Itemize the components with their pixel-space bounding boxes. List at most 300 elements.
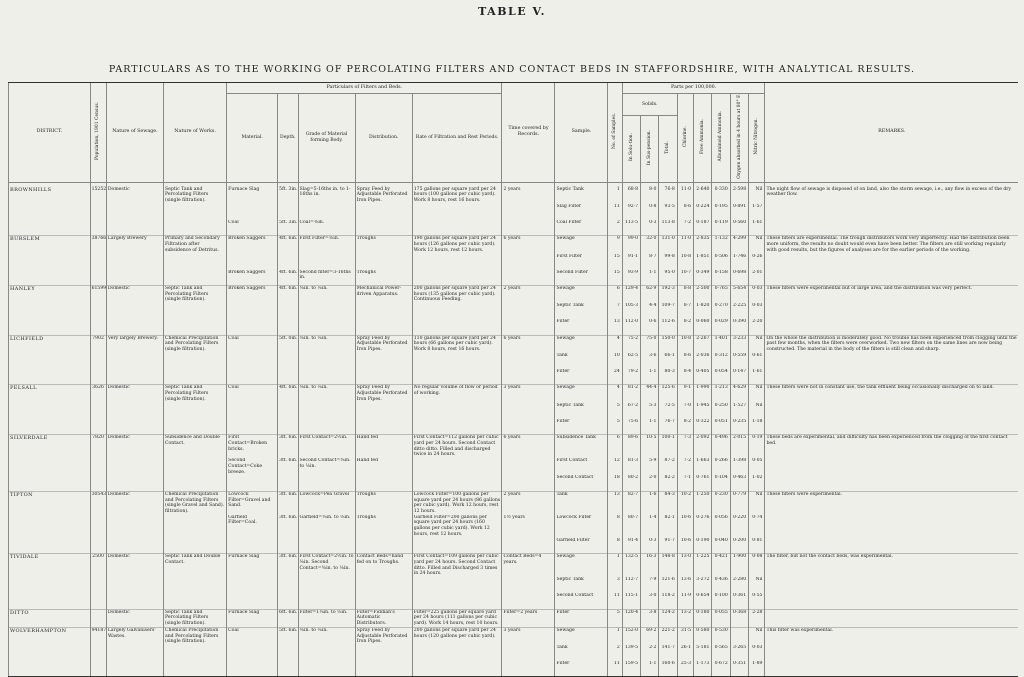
grade-cell: ⅜in. to ⅛in. xyxy=(298,385,355,403)
works-cell: Chemical Precipitation and Percolating Filters (single Gravel and Sand). filtration). xyxy=(163,491,226,514)
remarks-cell: These filters are experimental. The trough distributors work very imperfectly. Had the distribution been more uniform, the results no doubt would even have been better. The filters are still working regularly with good results, but the figures of analyses are for the earlier periods of the working. xyxy=(765,236,1018,254)
population-cell xyxy=(90,538,106,554)
free-ammonia-cell: 1·851 xyxy=(694,254,712,270)
time-cell xyxy=(502,254,555,270)
sewage-cell xyxy=(106,369,163,385)
in-solution-cell: 62·5 xyxy=(622,353,640,369)
oxygen-absorbed-cell: 0·220 xyxy=(730,515,748,538)
sewage-cell xyxy=(106,403,163,419)
remarks-cell xyxy=(765,475,1018,491)
samples-count-cell: 15 xyxy=(608,270,622,286)
time-cell: 3 years xyxy=(502,627,555,645)
time-cell: Contact Beds=4 years. xyxy=(502,554,555,577)
samples-count-cell: 10 xyxy=(608,353,622,369)
albuminoid-ammonia-cell: 0·051 xyxy=(712,419,730,435)
chlorine-cell: 31·5 xyxy=(677,627,693,645)
population-cell xyxy=(90,319,106,335)
depth-cell: 5ft. 6in. xyxy=(278,627,298,645)
in-solution-cell: 80·2 xyxy=(622,475,640,491)
oxygen-absorbed-cell: 0·390 xyxy=(730,319,748,335)
grade-cell xyxy=(298,661,355,677)
population-cell: 7820 xyxy=(90,435,106,458)
in-suspension-cell: 1·1 xyxy=(641,419,659,435)
works-cell: Septic Tank and Percolating Filters (single filtration). xyxy=(163,182,226,204)
sewage-cell: Domestic xyxy=(106,435,163,458)
population-cell: 30543 xyxy=(90,491,106,514)
distribution-cell xyxy=(355,593,412,609)
sewage-cell: Largely Galvanisers' Wastes. xyxy=(106,627,163,645)
population-cell xyxy=(90,220,106,236)
works-cell: Septic Tank and Percolating Filters (single filtration). xyxy=(163,609,226,627)
remarks-cell xyxy=(765,593,1018,609)
depth-cell: 4ft. 6in. xyxy=(278,286,298,304)
albuminoid-ammonia-cell: 0·530 xyxy=(712,627,730,645)
in-suspension-cell: 0·3 xyxy=(641,538,659,554)
distribution-cell: Troughs xyxy=(355,491,412,514)
material-cell xyxy=(227,353,278,369)
albuminoid-ammonia-cell: 0·250 xyxy=(712,403,730,419)
header-material: Material. xyxy=(227,94,278,183)
time-cell xyxy=(502,419,555,435)
material-cell: Furnace Slag xyxy=(227,554,278,577)
samples-count-cell: 7 xyxy=(608,303,622,319)
in-solution-cell: 93·9 xyxy=(622,270,640,286)
grade-cell: ⅜in. to ⅛in. xyxy=(298,627,355,645)
works-cell: Septic Tank and Percolating Filters (single filtration). xyxy=(163,385,226,403)
depth-cell: 4ft. 6in. xyxy=(278,385,298,403)
oxygen-absorbed-cell: 0·368 xyxy=(730,609,748,627)
free-ammonia-cell: 1·173 xyxy=(694,661,712,677)
time-cell: 3 years xyxy=(502,385,555,403)
remarks-cell xyxy=(765,254,1018,270)
works-cell xyxy=(163,220,226,236)
depth-cell xyxy=(278,303,298,319)
population-cell: 38766 xyxy=(90,236,106,254)
grade-cell xyxy=(298,353,355,369)
nitric-nitrogen-cell: 0·03 xyxy=(749,286,765,304)
in-suspension-cell: 1·1 xyxy=(641,270,659,286)
free-ammonia-cell: 0·654 xyxy=(694,593,712,609)
total-solids-cell: 141·7 xyxy=(659,645,677,661)
distribution-cell xyxy=(355,475,412,491)
free-ammonia-cell: 1·820 xyxy=(694,303,712,319)
works-cell: Primary and Secondary Filtration after subsidence of Detritus. xyxy=(163,236,226,254)
total-solids-cell: 124·2 xyxy=(659,609,677,627)
samples-count-cell: 9 xyxy=(608,236,622,254)
nitric-nitrogen-cell: 0·74 xyxy=(749,515,765,538)
sample-cell: Septic Tank xyxy=(555,182,608,204)
in-suspension-cell: 16·3 xyxy=(641,554,659,577)
in-suspension-cell: 3·8 xyxy=(641,609,659,627)
district-cell xyxy=(9,319,91,335)
total-solids-cell: 99·8 xyxy=(659,254,677,270)
grade-cell: Coal=⅜in. xyxy=(298,220,355,236)
header-rate: Rate of Filtration and Rest Periods. xyxy=(412,94,502,183)
sample-cell: Tank xyxy=(555,353,608,369)
in-solution-cell: 75·2 xyxy=(622,335,640,353)
district-cell: WOLVERHAMPTON xyxy=(9,627,91,645)
remarks-cell xyxy=(765,661,1018,677)
albuminoid-ammonia-cell: 1·132 xyxy=(712,236,730,254)
works-cell xyxy=(163,515,226,538)
population-cell xyxy=(90,609,106,627)
header-parts-group: Parts per 100,000. xyxy=(622,83,765,94)
remarks-cell xyxy=(765,204,1018,220)
sample-cell: Sewage xyxy=(555,627,608,645)
chlorine-cell: 7·1 xyxy=(677,475,693,491)
nitric-nitrogen-cell: Nil xyxy=(749,491,765,514)
sewage-cell xyxy=(106,353,163,369)
rate-cell xyxy=(412,270,502,286)
samples-count-cell: 11 xyxy=(608,661,622,677)
header-nitric-nitrogen: Nitric Nitrogen. xyxy=(749,94,765,183)
depth-cell: 6ft. 6in. xyxy=(278,609,298,627)
material-cell: Furnace Slag xyxy=(227,609,278,627)
header-free-ammonia: Free Ammonia. xyxy=(694,94,712,183)
time-cell xyxy=(502,319,555,335)
table-row xyxy=(9,515,1019,538)
grade-cell xyxy=(298,204,355,220)
population-cell: 7902 xyxy=(90,335,106,353)
header-total: Total. xyxy=(659,116,677,182)
sewage-cell: Domestic xyxy=(106,286,163,304)
header-no-samples: No. of Samples. xyxy=(608,83,622,183)
oxygen-absorbed-cell: 0·698 xyxy=(730,270,748,286)
sewage-cell xyxy=(106,303,163,319)
free-ammonia-cell: 2·500 xyxy=(694,286,712,304)
time-cell xyxy=(502,593,555,609)
nitric-nitrogen-cell: Nil xyxy=(749,385,765,403)
district-cell xyxy=(9,538,91,554)
distribution-cell xyxy=(355,419,412,435)
chlorine-cell: 13·0 xyxy=(677,554,693,577)
albuminoid-ammonia-cell: 0·421 xyxy=(712,554,730,577)
samples-count-cell: 24 xyxy=(608,369,622,385)
district-cell xyxy=(9,220,91,236)
works-cell: Chemical Precipitation and Percolating Filters (single filtration). xyxy=(163,627,226,645)
material-cell: Furnace Slag xyxy=(227,182,278,204)
table-row xyxy=(9,182,1019,204)
nitric-nitrogen-cell: 0·03 xyxy=(749,303,765,319)
chlorine-cell: 8·6 xyxy=(677,353,693,369)
rate-cell xyxy=(412,419,502,435)
depth-cell xyxy=(278,593,298,609)
oxygen-absorbed-cell: 2·280 xyxy=(730,577,748,593)
sewage-cell xyxy=(106,593,163,609)
header-in-solution: In Solu-tion. xyxy=(622,116,640,182)
remarks-cell xyxy=(765,419,1018,435)
chlorine-cell: 7·2 xyxy=(677,458,693,475)
sample-cell: Slag Filter xyxy=(555,204,608,220)
in-solution-cell: 152·0 xyxy=(622,627,640,645)
rate-cell: No regular volume of flow or period of working. xyxy=(412,385,502,403)
grade-cell: Lowcock=Pea Gravel xyxy=(298,491,355,514)
total-solids-cell: 221·2 xyxy=(659,627,677,645)
free-ammonia-cell: 0·187 xyxy=(694,220,712,236)
depth-cell xyxy=(278,353,298,369)
district-cell xyxy=(9,475,91,491)
material-cell: Coal xyxy=(227,627,278,645)
sample-cell: Sewage xyxy=(555,335,608,353)
remarks-cell xyxy=(765,353,1018,369)
table-row xyxy=(9,538,1019,554)
samples-count-cell: 1 xyxy=(608,554,622,577)
material-cell: Garfield Filter=Coal. xyxy=(227,515,278,538)
oxygen-absorbed-cell: 0·463 xyxy=(730,475,748,491)
table-row xyxy=(9,593,1019,609)
albuminoid-ammonia-cell: 0·565 xyxy=(712,645,730,661)
in-solution-cell: 79·2 xyxy=(622,369,640,385)
grade-cell: Filter=1¼in. to ⅛in. xyxy=(298,609,355,627)
free-ammonia-cell: 2·640 xyxy=(694,182,712,204)
population-cell xyxy=(90,515,106,538)
district-cell: HANLEY xyxy=(9,286,91,304)
grade-cell: First Contact=2½in. to ⅛in. Second Contact=⅜in. to ⅛in. xyxy=(298,554,355,577)
chlorine-cell: 10·6 xyxy=(677,538,693,554)
oxygen-absorbed-cell xyxy=(730,627,748,645)
distribution-cell xyxy=(355,577,412,593)
nitric-nitrogen-cell: 1·61 xyxy=(749,369,765,385)
sewage-cell xyxy=(106,475,163,491)
grade-cell xyxy=(298,645,355,661)
albuminoid-ammonia-cell: 0·496 xyxy=(712,435,730,458)
district-cell: PELSALL xyxy=(9,385,91,403)
sewage-cell xyxy=(106,319,163,335)
sewage-cell: Largely Brewery xyxy=(106,236,163,254)
header-chlorine: Chlorine. xyxy=(677,94,693,183)
samples-count-cell: 5 xyxy=(608,403,622,419)
chlorine-cell: 7·2 xyxy=(677,220,693,236)
remarks-cell xyxy=(765,577,1018,593)
albuminoid-ammonia-cell: 0·765 xyxy=(712,286,730,304)
header-grade: Grade of Material forming Body. xyxy=(298,94,355,183)
time-cell xyxy=(502,303,555,319)
free-ammonia-cell: 2·267 xyxy=(694,335,712,353)
sewage-cell xyxy=(106,419,163,435)
chlorine-cell: 11·0 xyxy=(677,236,693,254)
grade-cell: ⅜in. to ⅛in. xyxy=(298,335,355,353)
population-cell xyxy=(90,369,106,385)
time-cell: 2 years xyxy=(502,491,555,514)
chlorine-cell: 13·6 xyxy=(677,577,693,593)
time-cell xyxy=(502,475,555,491)
rate-cell xyxy=(412,593,502,609)
oxygen-absorbed-cell: 2·225 xyxy=(730,303,748,319)
district-cell: BROWNHILLS xyxy=(9,182,91,204)
time-cell xyxy=(502,353,555,369)
material-cell: Broken Saggers xyxy=(227,286,278,304)
in-solution-cell: 139·5 xyxy=(622,645,640,661)
district-cell xyxy=(9,458,91,475)
remarks-cell xyxy=(765,220,1018,236)
works-cell xyxy=(163,458,226,475)
remarks-cell xyxy=(765,403,1018,419)
oxygen-absorbed-cell: 5·654 xyxy=(730,286,748,304)
rate-cell xyxy=(412,538,502,554)
in-solution-cell: 89·6 xyxy=(622,435,640,458)
distribution-cell xyxy=(355,303,412,319)
population-cell xyxy=(90,577,106,593)
in-suspension-cell: 2·2 xyxy=(641,645,659,661)
table-row xyxy=(9,403,1019,419)
in-suspension-cell: 1·6 xyxy=(641,491,659,514)
population-cell xyxy=(90,645,106,661)
population-cell xyxy=(90,458,106,475)
nitric-nitrogen-cell: 0·03 xyxy=(749,645,765,661)
in-solution-cell: 159·5 xyxy=(622,661,640,677)
albuminoid-ammonia-cell: 0·195 xyxy=(712,204,730,220)
in-suspension-cell: 5·3 xyxy=(641,403,659,419)
table-row xyxy=(9,220,1019,236)
time-cell: 1½ years xyxy=(502,515,555,538)
nitric-nitrogen-cell: 0·26 xyxy=(749,254,765,270)
table-row xyxy=(9,319,1019,335)
samples-count-cell: 4 xyxy=(608,385,622,403)
material-cell xyxy=(227,254,278,270)
depth-cell: 3ft. 6in. xyxy=(278,554,298,577)
nitric-nitrogen-cell: Nil xyxy=(749,335,765,353)
remarks-cell xyxy=(765,645,1018,661)
header-depth: Depth. xyxy=(278,94,298,183)
works-cell xyxy=(163,475,226,491)
grade-cell: First Contact=2½in. xyxy=(298,435,355,458)
nitric-nitrogen-cell: 0·19 xyxy=(749,435,765,458)
depth-cell: 5ft. 3in. xyxy=(278,182,298,204)
header-population: Population, 1901 Census. xyxy=(90,83,106,183)
population-cell: 61599 xyxy=(90,286,106,304)
in-suspension-cell: 0·6 xyxy=(641,319,659,335)
oxygen-absorbed-cell: 1·900 xyxy=(730,554,748,577)
district-cell: TIPTON xyxy=(9,491,91,514)
free-ammonia-cell: 0·349 xyxy=(694,270,712,286)
population-cell: 15252 xyxy=(90,182,106,204)
material-cell xyxy=(227,319,278,335)
chlorine-cell: 7·3 xyxy=(677,435,693,458)
works-cell: Chemical Precipitation and Percolating Filters (single filtration). xyxy=(163,335,226,353)
samples-count-cell: 5 xyxy=(608,419,622,435)
chlorine-cell: 11·0 xyxy=(677,182,693,204)
samples-count-cell: 12 xyxy=(608,458,622,475)
table-row xyxy=(9,353,1019,369)
works-cell xyxy=(163,303,226,319)
in-suspension-cell: 1·1 xyxy=(641,369,659,385)
depth-cell xyxy=(278,475,298,491)
free-ammonia-cell: 0·580 xyxy=(694,627,712,645)
table-title: TABLE V. xyxy=(478,5,546,18)
free-ammonia-cell: 3·272 xyxy=(694,577,712,593)
rate-cell xyxy=(412,353,502,369)
oxygen-absorbed-cell: 2·598 xyxy=(730,182,748,204)
sample-cell: Garfield Filter xyxy=(555,538,608,554)
works-cell: Septic Tank and Double Contact. xyxy=(163,554,226,577)
works-cell xyxy=(163,538,226,554)
total-solids-cell: 80·3 xyxy=(659,369,677,385)
sample-cell: Septic Tank xyxy=(555,403,608,419)
samples-count-cell: 11 xyxy=(608,593,622,609)
rate-cell: 200 gallons per square yard per 24 hours (120 gallons per cubic yard). xyxy=(412,627,502,645)
sample-cell: Second Contact xyxy=(555,593,608,609)
samples-count-cell: 8 xyxy=(608,538,622,554)
albuminoid-ammonia-cell: 0·436 xyxy=(712,577,730,593)
district-cell xyxy=(9,419,91,435)
free-ammonia-cell: 0·276 xyxy=(694,515,712,538)
time-cell xyxy=(502,645,555,661)
oxygen-absorbed-cell: 0·361 xyxy=(730,593,748,609)
samples-count-cell: 13 xyxy=(608,319,622,335)
material-cell xyxy=(227,661,278,677)
material-cell xyxy=(227,419,278,435)
depth-cell: 4ft. 6in. xyxy=(278,236,298,254)
in-solution-cell: 67·2 xyxy=(622,403,640,419)
total-solids-cell: 87·2 xyxy=(659,458,677,475)
rate-cell xyxy=(412,204,502,220)
works-cell xyxy=(163,204,226,220)
grade-cell: First Filter=⅜in. xyxy=(298,236,355,254)
in-solution-cell: 132·5 xyxy=(622,554,640,577)
district-cell: DITTO xyxy=(9,609,91,627)
population-cell xyxy=(90,475,106,491)
distribution-cell: Troughs xyxy=(355,515,412,538)
material-cell xyxy=(227,369,278,385)
chlorine-cell: 13·2 xyxy=(677,609,693,627)
chlorine-cell: 9·1 xyxy=(677,385,693,403)
time-cell: 6 years xyxy=(502,335,555,353)
depth-cell: 3ft. 6in. xyxy=(278,515,298,538)
grade-cell: Second Contact=⅜in. to ⅛in. xyxy=(298,458,355,475)
grade-cell xyxy=(298,593,355,609)
distribution-cell xyxy=(355,538,412,554)
samples-count-cell: 3 xyxy=(608,577,622,593)
oxygen-absorbed-cell: 3·233 xyxy=(730,335,748,353)
albuminoid-ammonia-cell: 0·100 xyxy=(712,593,730,609)
distribution-cell xyxy=(355,403,412,419)
nitric-nitrogen-cell: Nil xyxy=(749,577,765,593)
time-cell xyxy=(502,270,555,286)
material-cell: Broken Saggers xyxy=(227,236,278,254)
sample-cell: Tank xyxy=(555,645,608,661)
total-solids-cell: 100·1 xyxy=(659,435,677,458)
oxygen-absorbed-cell: 3·265 xyxy=(730,645,748,661)
remarks-cell xyxy=(765,369,1018,385)
in-suspension-cell: 62·9 xyxy=(641,286,659,304)
remarks-cell xyxy=(765,538,1018,554)
nitric-nitrogen-cell: 1·02 xyxy=(749,475,765,491)
depth-cell: 5ft. 3in. xyxy=(278,220,298,236)
sample-cell: Filter xyxy=(555,609,608,627)
oxygen-absorbed-cell: 0·779 xyxy=(730,491,748,514)
oxygen-absorbed-cell: 4·629 xyxy=(730,385,748,403)
samples-count-cell: 13 xyxy=(608,491,622,514)
in-solution-cell: 99·0 xyxy=(622,236,640,254)
in-suspension-cell: 0·3 xyxy=(641,220,659,236)
total-solids-cell: 192·3 xyxy=(659,286,677,304)
material-cell xyxy=(227,204,278,220)
in-solution-cell: 81·2 xyxy=(622,385,640,403)
works-cell xyxy=(163,593,226,609)
total-solids-cell: 109·7 xyxy=(659,303,677,319)
samples-count-cell: 11 xyxy=(608,204,622,220)
grade-cell xyxy=(298,577,355,593)
table-row xyxy=(9,419,1019,435)
depth-cell: 3ft. 6in. xyxy=(278,458,298,475)
population-cell xyxy=(90,353,106,369)
albuminoid-ammonia-cell: 0·312 xyxy=(712,353,730,369)
distribution-cell xyxy=(355,645,412,661)
material-cell xyxy=(227,577,278,593)
header-distribution: Distribution. xyxy=(355,94,412,183)
samples-count-cell: 15 xyxy=(608,254,622,270)
total-solids-cell: 148·8 xyxy=(659,554,677,577)
